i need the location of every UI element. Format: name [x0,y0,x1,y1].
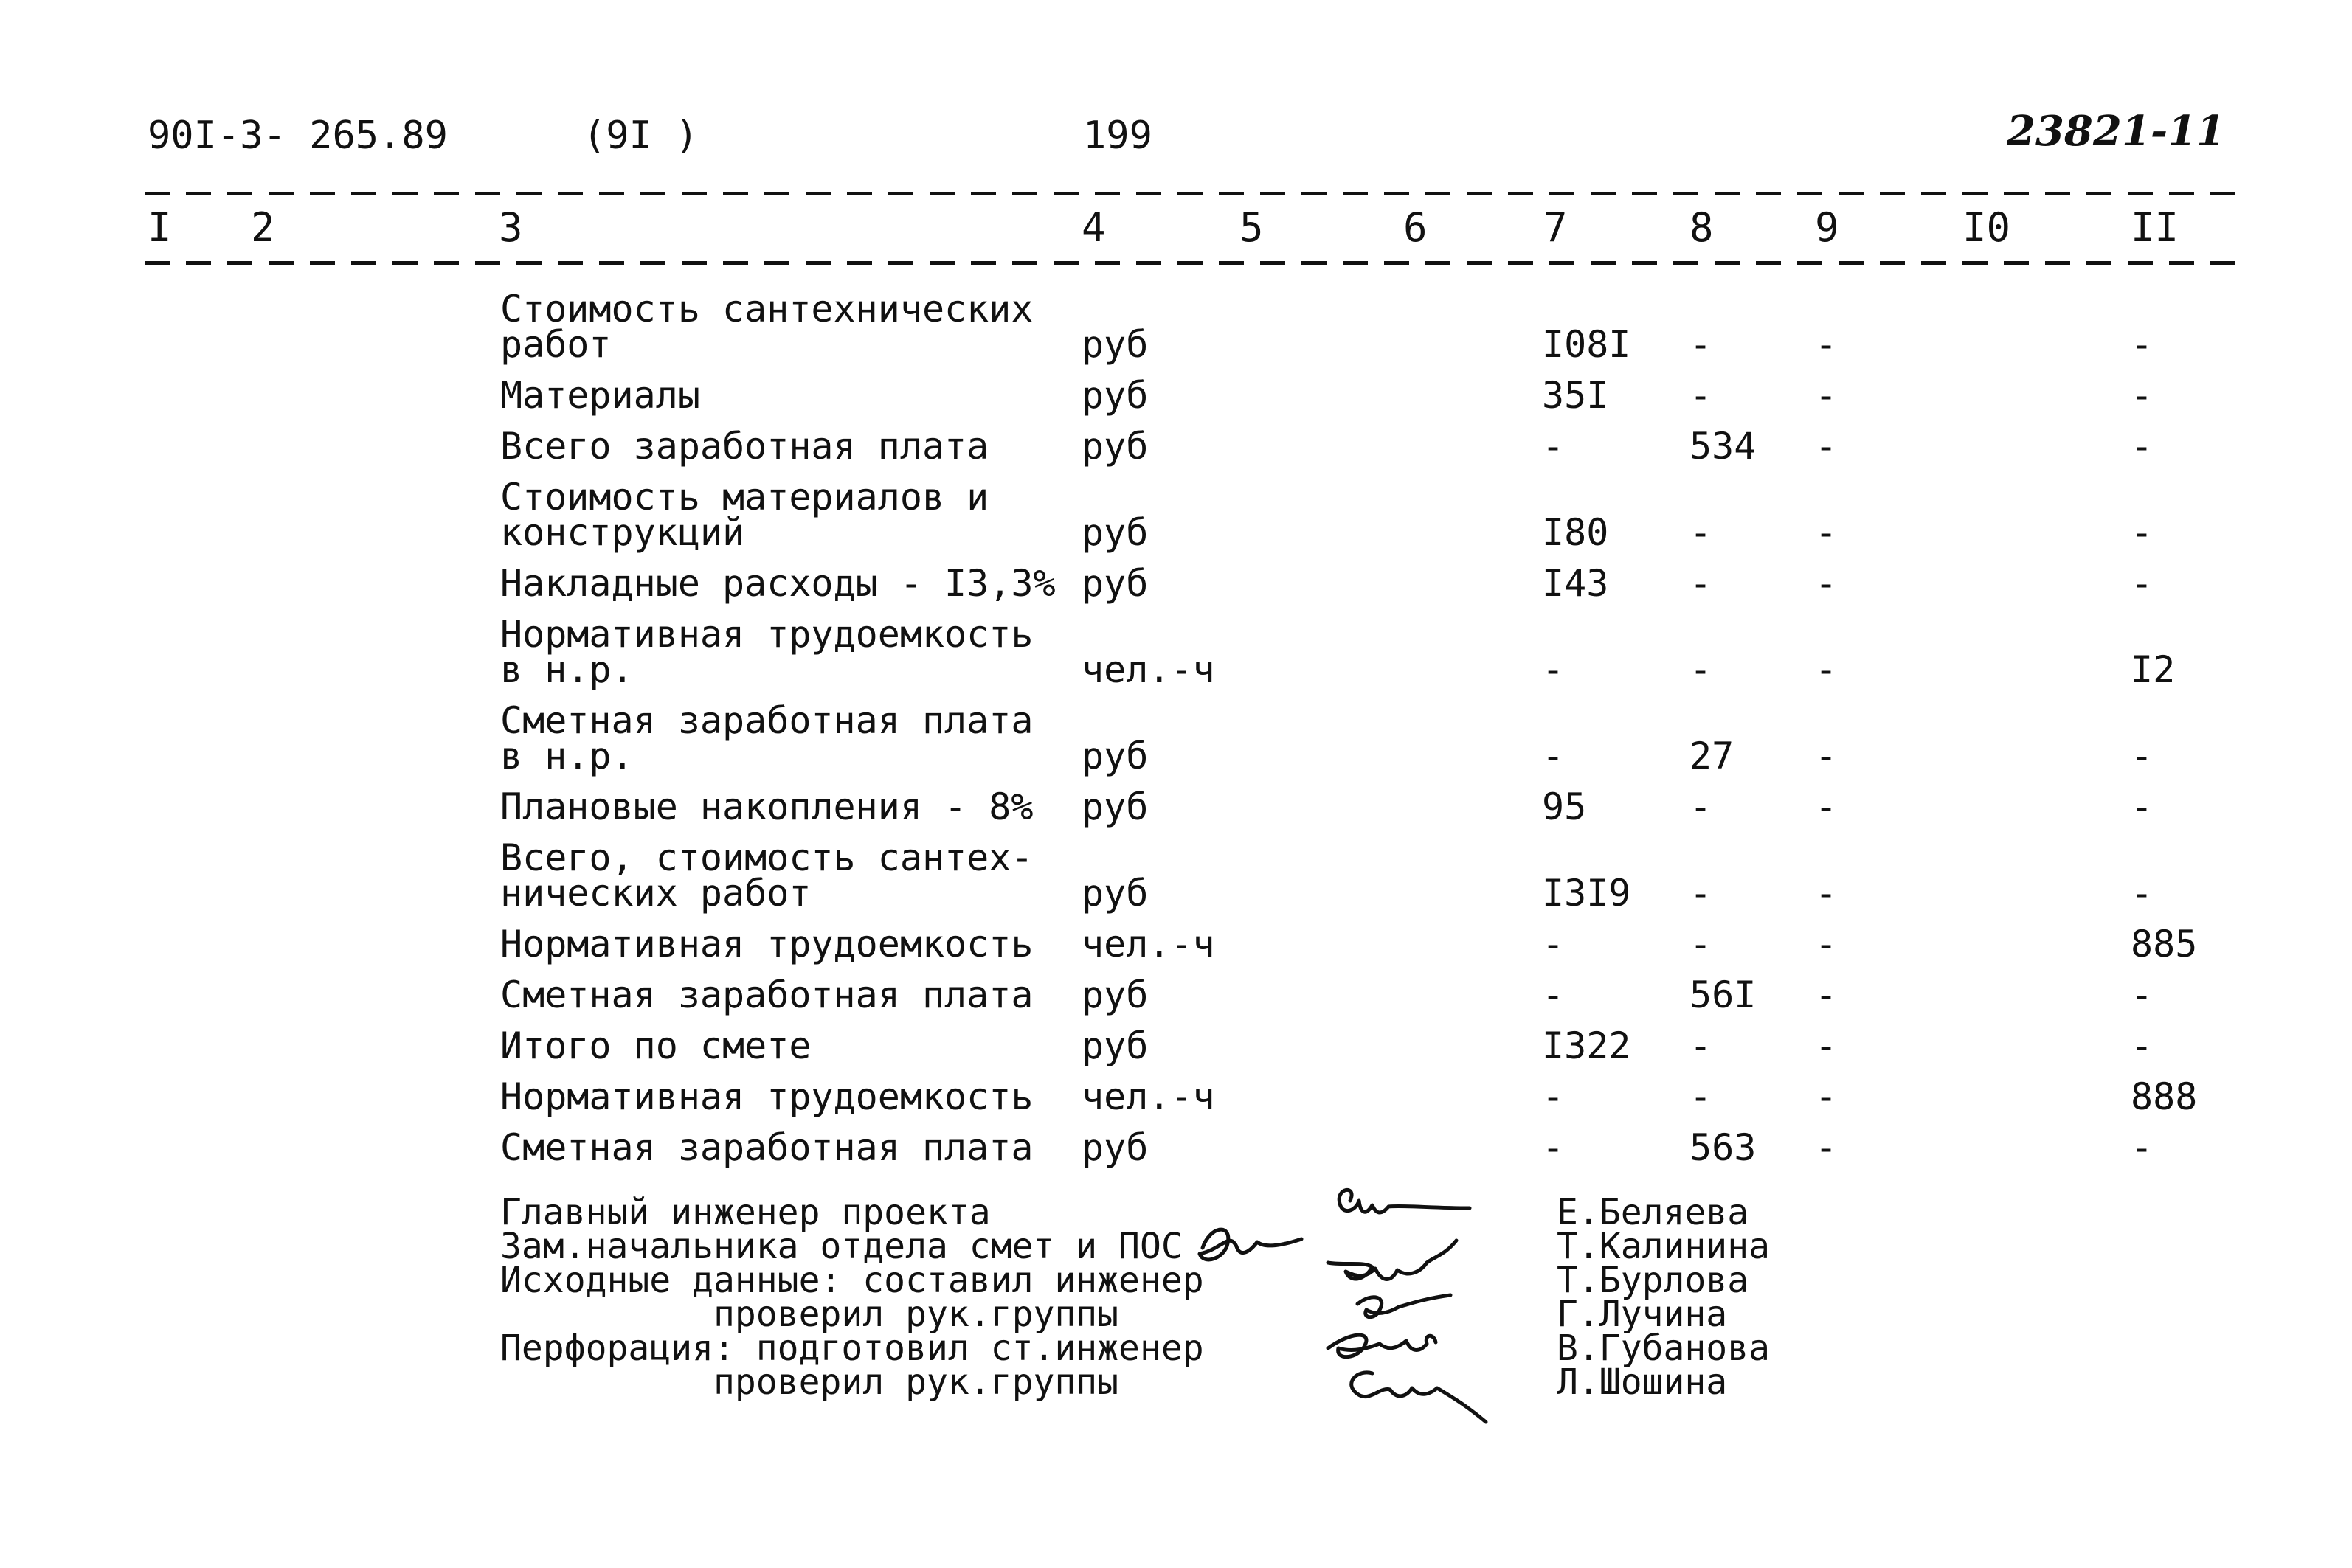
row-description: Стоимость материалов и [500,476,989,518]
signatory-role: проверил рук.группы [500,1294,1119,1335]
row-description: в н.р. [500,648,634,691]
column-number: 3 [499,204,523,251]
cell-col7: - [1542,1126,1565,1169]
column-number: 6 [1403,204,1428,251]
row-description: Итого по смете [500,1024,812,1067]
column-number: 8 [1689,204,1714,251]
cell-col8: 534 [1689,425,1757,468]
cell-col9: - [1815,785,1838,828]
cell-col11: - [2131,1126,2154,1169]
cell-col7: - [1542,735,1565,777]
cell-col7: 95 [1542,785,1587,828]
cell-col8: 27 [1689,735,1734,777]
cell-col9: - [1815,511,1838,554]
signatory-name: В.Губанова [1557,1328,1770,1369]
header-bottom-rule [145,261,2240,265]
column-number: II [2131,204,2179,251]
row-unit: чел.-ч [1082,923,1215,965]
cell-col8: - [1689,648,1712,691]
cell-col9: - [1815,1024,1838,1067]
row-description: Стоимость сантехнических [500,288,1034,330]
row-description: нических работ [500,872,812,915]
column-number: 5 [1239,204,1264,251]
signatory-role: проверил рук.группы [500,1361,1119,1403]
cell-col11: - [2131,872,2154,915]
cell-col9: - [1815,1075,1838,1118]
cell-col9: - [1815,974,1838,1016]
row-description: Сметная заработная плата [500,974,1034,1016]
stamp-number: 23821-11 [2007,107,2225,156]
column-number: 7 [1543,204,1568,251]
cell-col7: - [1542,1075,1565,1118]
signatory-name: Г.Лучина [1557,1294,1728,1335]
cell-col7: I80 [1542,511,1609,554]
cell-col7: - [1542,425,1565,468]
cell-col8: 563 [1689,1126,1757,1169]
cell-col11: 885 [2131,923,2198,965]
cell-col9: - [1815,562,1838,605]
row-description: в н.р. [500,735,634,777]
row-unit: руб [1082,1024,1149,1067]
cell-col7: - [1542,648,1565,691]
cell-col11: - [2131,735,2154,777]
cell-col7: I322 [1542,1024,1631,1067]
row-unit: руб [1082,323,1149,366]
cell-col9: - [1815,648,1838,691]
cell-col7: - [1542,923,1565,965]
signatory-role: Исходные данные: составил инженер [500,1260,1204,1301]
cell-col11: - [2131,1024,2154,1067]
cell-col11: 888 [2131,1075,2198,1118]
row-description: Всего заработная плата [500,425,989,468]
cell-col7: I3I9 [1542,872,1631,915]
header-top-rule [145,192,2240,195]
page-number: 199 [1083,114,1152,158]
cell-col11: I2 [2131,648,2176,691]
column-number: 2 [251,204,275,251]
row-unit: чел.-ч [1082,1075,1215,1118]
cell-col9: - [1815,323,1838,366]
document-code: 90I-3- 265.89 [148,114,448,158]
row-description: Нормативная трудоемкость [500,613,1034,656]
row-description: конструкций [500,511,745,554]
row-unit: чел.-ч [1082,648,1215,691]
column-number: 9 [1815,204,1839,251]
signatory-role: Зам.начальника отдела смет и ПОС [500,1226,1183,1267]
cell-col9: - [1815,1126,1838,1169]
cell-col11: - [2131,511,2154,554]
cell-col8: - [1689,785,1712,828]
cell-col9: - [1815,425,1838,468]
row-description: Сметная заработная плата [500,699,1034,742]
cell-col11: - [2131,974,2154,1016]
signatory-name: Т.Бурлова [1557,1260,1749,1301]
cell-col9: - [1815,923,1838,965]
cell-col8: - [1689,1024,1712,1067]
row-description: Плановые накопления - 8% [500,785,1034,828]
row-description: Накладные расходы - I3,3% [500,562,1056,605]
cell-col8: - [1689,1075,1712,1118]
cell-col7: I43 [1542,562,1609,605]
cell-col7: I08I [1542,323,1631,366]
cell-col9: - [1815,872,1838,915]
sheet-reference: (9I ) [583,114,699,158]
cell-col8: - [1689,323,1712,366]
row-unit: руб [1082,735,1149,777]
row-unit: руб [1082,562,1149,605]
row-description: Сметная заработная плата [500,1126,1034,1169]
row-description: Материалы [500,374,700,417]
cell-col11: - [2131,562,2154,605]
row-description: работ [500,323,612,366]
handwritten-signatures [1188,1180,2352,1181]
cell-col8: - [1689,511,1712,554]
cell-col11: - [2131,374,2154,417]
cell-col7: - [1542,974,1565,1016]
row-description: Нормативная трудоемкость [500,923,1034,965]
signatory-role: Главный инженер проекта [500,1192,991,1233]
cell-col7: 35I [1542,374,1609,417]
row-description: Всего, стоимость сантех- [500,836,1034,879]
cell-col11: - [2131,785,2154,828]
row-unit: руб [1082,974,1149,1016]
cell-col8: 56I [1689,974,1757,1016]
row-unit: руб [1082,425,1149,468]
cell-col8: - [1689,872,1712,915]
cell-col8: - [1689,562,1712,605]
row-unit: руб [1082,872,1149,915]
signatory-name: Л.Шошина [1557,1361,1728,1403]
signatory-role: Перфорация: подготовил ст.инженер [500,1328,1204,1369]
column-number: I0 [1962,204,2011,251]
cell-col11: - [2131,323,2154,366]
cell-col9: - [1815,374,1838,417]
cell-col8: - [1689,923,1712,965]
row-unit: руб [1082,1126,1149,1169]
row-unit: руб [1082,374,1149,417]
row-description: Нормативная трудоемкость [500,1075,1034,1118]
cell-col8: - [1689,374,1712,417]
cell-col9: - [1815,735,1838,777]
row-unit: руб [1082,511,1149,554]
signatory-name: Т.Калинина [1557,1226,1770,1267]
row-unit: руб [1082,785,1149,828]
signatory-name: Е.Беляева [1557,1192,1749,1233]
column-number: I [148,204,172,251]
cell-col11: - [2131,425,2154,468]
column-number: 4 [1082,204,1106,251]
